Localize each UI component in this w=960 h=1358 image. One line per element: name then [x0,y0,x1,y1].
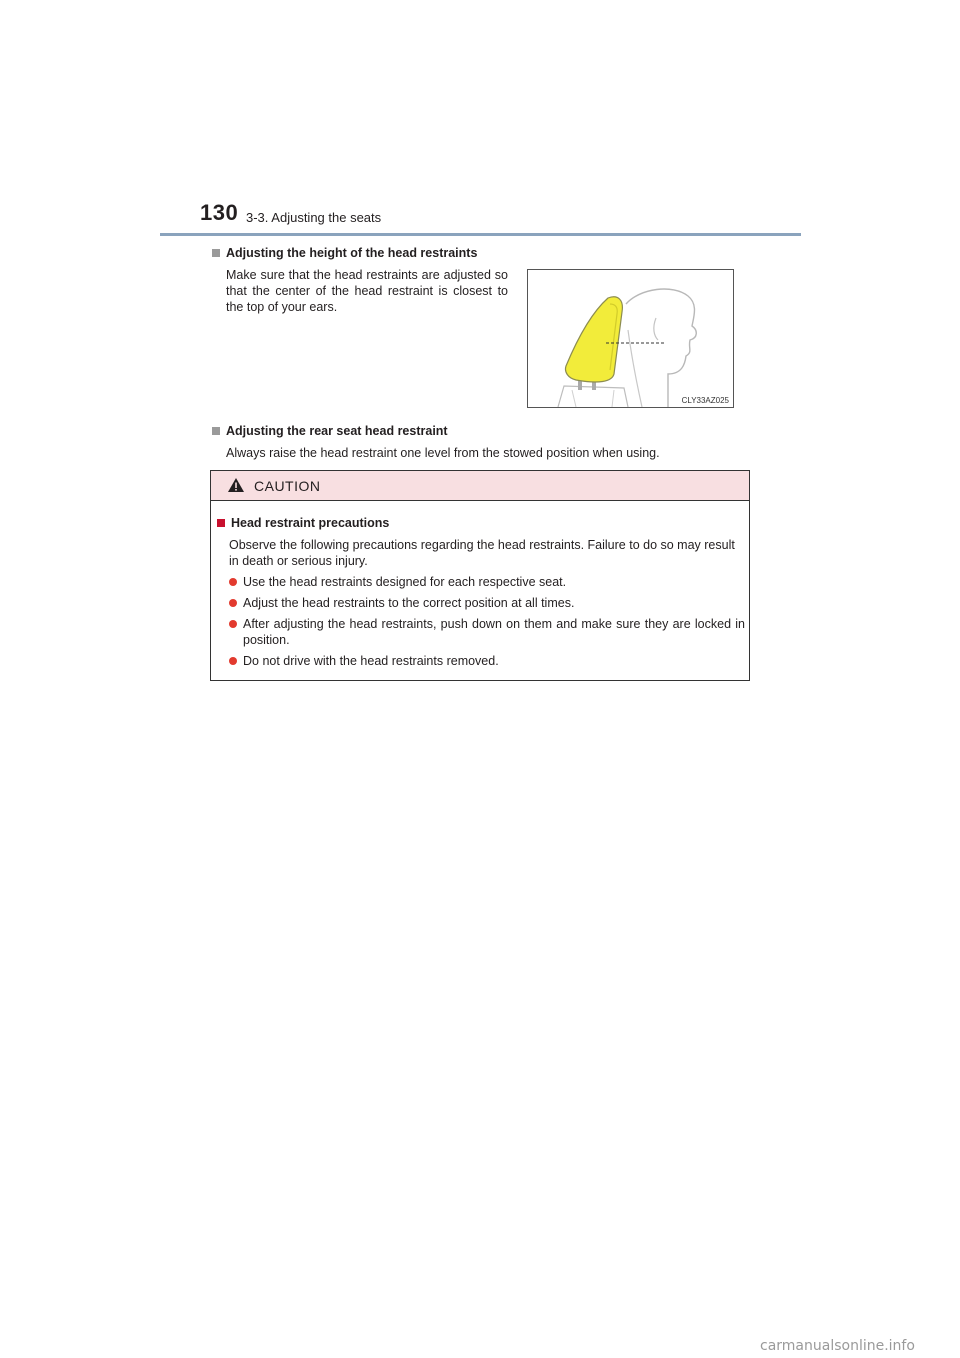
section-title: 3-3. Adjusting the seats [246,210,382,225]
caution-heading [217,516,389,530]
bullet-text: Do not drive with the head restraints removed. [243,654,499,668]
caution-bullet [229,616,745,648]
section-body-rear: Always raise the head restraint one level from the stowed position when using. [226,446,660,460]
caution-bullet [229,574,745,590]
bullet-dot-icon [229,657,237,665]
watermark: carmanualsonline.info [760,1338,915,1354]
caution-header [211,471,749,501]
bullet-text: After adjusting the head restraints, push down on them and make sure they are locked in position. [243,617,745,647]
bullet-text: Adjust the head restraints to the correct position at all times. [243,596,575,610]
header-rule [160,233,801,236]
head-restraint-illustration [527,269,734,408]
square-bullet-icon [217,519,225,527]
section-heading-text: Adjusting the rear seat head restraint [226,424,448,438]
caution-box [210,470,750,681]
page-number: 130 [200,200,239,225]
section-heading-rear [212,424,448,438]
section-heading-height [212,246,477,260]
section-body-height: Make sure that the head restraints are adjusted so that the center of the head restraint is closest to the top of your ears. [226,268,508,314]
section-heading-text: Adjusting the height of the head restraints [226,246,478,260]
caution-bullet [229,595,745,611]
bullet-dot-icon [229,599,237,607]
bullet-dot-icon [229,620,237,628]
bullet-dot-icon [229,578,237,586]
head-restraint-drawing [528,270,733,407]
caution-intro: Observe the following precautions regarding the head restraints. Failure to do so may result in death or serious injury. [229,538,735,568]
figure-code: CLY33AZ025 [681,396,729,405]
square-bullet-icon [212,427,220,435]
caution-title: CAUTION [254,478,321,494]
square-bullet-icon [212,249,220,257]
caution-heading-text: Head restraint precautions [231,516,390,530]
bullet-text: Use the head restraints designed for each respective seat. [243,575,567,589]
caution-bullet [229,653,745,669]
warning-triangle-icon [227,477,245,493]
